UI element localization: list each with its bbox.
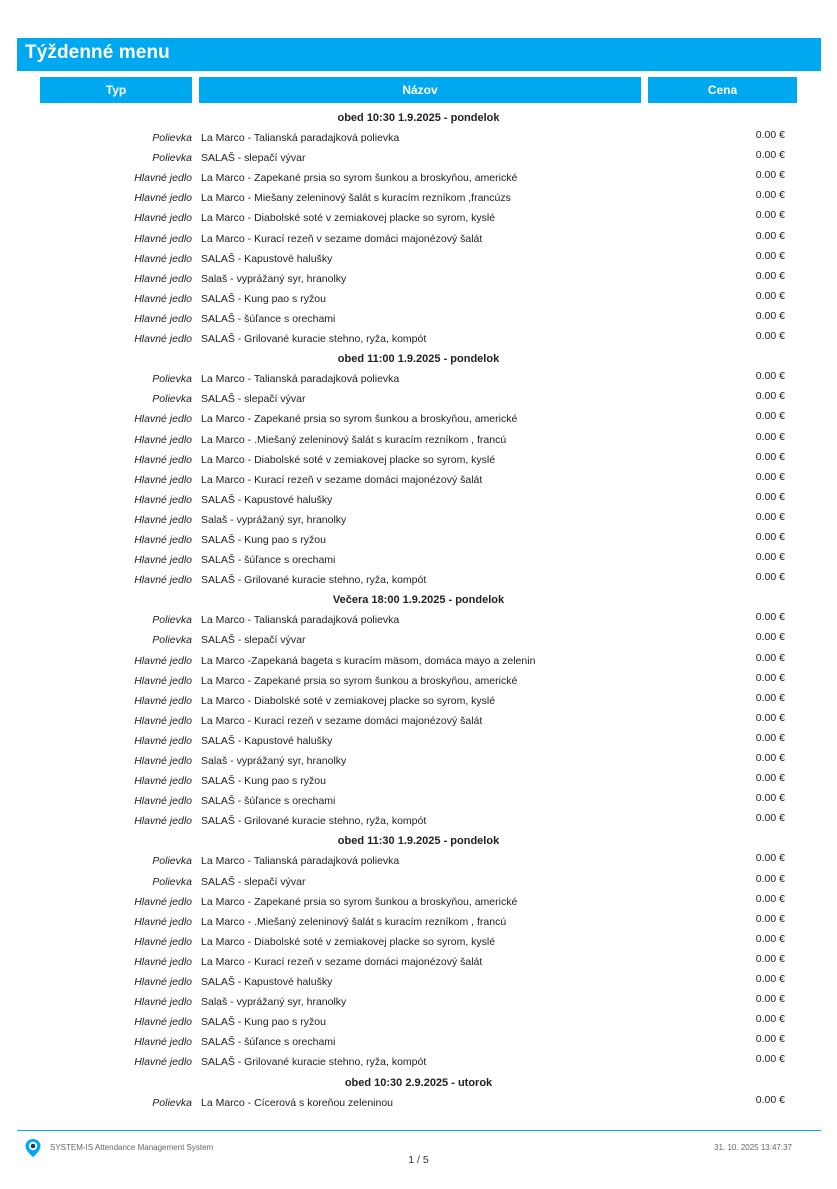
item-name: La Marco - Miešany zeleninový šalát s kuracím rezníkom ,francúzs — [201, 192, 511, 205]
item-name: SALAŠ - šúľance s orechami — [201, 554, 336, 567]
item-price: 0.00 € — [755, 1033, 785, 1046]
footer-system-name: SYSTEM-IS Attendance Management System — [50, 1143, 214, 1152]
table-row — [0, 792, 837, 812]
table-row — [0, 652, 837, 672]
table-row — [0, 752, 837, 772]
group-header-label: obed 11:00 1.9.2025 - pondelok — [337, 353, 500, 366]
title-banner — [17, 38, 821, 71]
table-row — [0, 812, 837, 832]
item-type: Hlavné jedlo — [134, 473, 192, 486]
item-price: 0.00 € — [755, 691, 785, 704]
item-type: Hlavné jedlo — [134, 453, 192, 466]
item-name: La Marco - Kurací rezeň v sezame domáci majonézový šalát — [201, 955, 483, 968]
item-type: Hlavné jedlo — [134, 493, 192, 506]
item-price: 0.00 € — [755, 912, 785, 925]
item-name: SALAŠ - Kapustové halušky — [201, 734, 333, 747]
table-row — [0, 270, 837, 290]
item-price: 0.00 € — [755, 852, 785, 865]
item-type: Hlavné jedlo — [134, 513, 192, 526]
item-name: La Marco -Zapekaná bageta s kuracím mäsom, domáca mayo a zelenin — [201, 654, 536, 667]
item-name: La Marco - Talianská paradajková polievka — [201, 855, 400, 868]
item-type: Polievka — [152, 152, 192, 165]
table-row — [0, 551, 837, 571]
item-price: 0.00 € — [755, 892, 785, 905]
item-price: 0.00 € — [755, 551, 785, 564]
item-type: Hlavné jedlo — [134, 252, 192, 265]
table-row — [0, 491, 837, 511]
table-row — [0, 933, 837, 953]
item-price: 0.00 € — [755, 772, 785, 785]
group-header-row — [0, 832, 837, 852]
table-row — [0, 189, 837, 209]
item-price: 0.00 € — [755, 571, 785, 584]
item-price: 0.00 € — [755, 189, 785, 202]
item-type: Polievka — [152, 634, 192, 647]
item-name: La Marco - Cícerová s koreňou zeleninou — [201, 1096, 394, 1109]
table-row — [0, 712, 837, 732]
item-type: Hlavné jedlo — [134, 172, 192, 185]
item-name: SALAŠ - Grilované kuracie stehno, ryža, kompót — [201, 1056, 427, 1069]
item-name: La Marco - .Miešaný zeleninový šalát s kuracím rezníkom , francú — [201, 433, 507, 446]
item-name: La Marco - Zapekané prsia so syrom šunkou a broskyňou, americké — [201, 413, 518, 426]
item-name: La Marco - Diabolské soté v zemiakovej placke so syrom, kyslé — [201, 453, 496, 466]
table-row — [0, 531, 837, 551]
item-price: 0.00 € — [755, 611, 785, 624]
item-price: 0.00 € — [755, 169, 785, 182]
table-row — [0, 692, 837, 712]
item-name: SALAŠ - Kapustové halušky — [201, 493, 333, 506]
item-type: Hlavné jedlo — [134, 674, 192, 687]
item-name: La Marco - Zapekané prsia so syrom šunkou a broskyňou, americké — [201, 895, 518, 908]
item-type: Hlavné jedlo — [134, 212, 192, 225]
item-name: La Marco - Zapekané prsia so syrom šunkou a broskyňou, americké — [201, 674, 518, 687]
table-row — [0, 772, 837, 792]
table-row — [0, 893, 837, 913]
table-row — [0, 732, 837, 752]
item-name: La Marco - Talianská paradajková polievka — [201, 132, 400, 145]
item-name: La Marco - Talianská paradajková polievka — [201, 614, 400, 627]
table-row — [0, 852, 837, 872]
item-name: SALAŠ - slepačí vývar — [201, 393, 306, 406]
item-type: Hlavné jedlo — [134, 292, 192, 305]
table-row — [0, 1053, 837, 1073]
item-type: Hlavné jedlo — [134, 1056, 192, 1069]
item-type: Polievka — [152, 393, 192, 406]
item-type: Hlavné jedlo — [134, 312, 192, 325]
menu-table-body — [0, 109, 837, 1114]
table-row — [0, 149, 837, 169]
table-row — [0, 209, 837, 229]
item-type: Hlavné jedlo — [134, 694, 192, 707]
item-name: La Marco - Kurací rezeň v sezame domáci majonézový šalát — [201, 232, 483, 245]
table-row — [0, 993, 837, 1013]
table-row — [0, 571, 837, 591]
item-name: Salaš - vyprážaný syr, hranolky — [201, 272, 347, 285]
item-type: Hlavné jedlo — [134, 433, 192, 446]
item-type: Hlavné jedlo — [134, 1016, 192, 1029]
item-type: Hlavné jedlo — [134, 976, 192, 989]
group-header-label: obed 10:30 1.9.2025 - pondelok — [337, 112, 500, 124]
item-type: Hlavné jedlo — [134, 654, 192, 667]
item-name: Salaš - vyprážaný syr, hranolky — [201, 755, 347, 767]
table-row — [0, 169, 837, 189]
item-price: 0.00 € — [755, 993, 785, 1006]
item-name: SALAŠ - Kapustové halušky — [201, 252, 333, 265]
item-price: 0.00 € — [755, 149, 785, 162]
column-header-nazov: Názov — [199, 77, 641, 103]
table-row — [0, 471, 837, 491]
column-header-typ: Typ — [40, 77, 192, 103]
item-price: 0.00 € — [755, 530, 785, 543]
item-name: SALAŠ - šúľance s orechami — [201, 1036, 336, 1049]
table-row — [0, 1013, 837, 1033]
item-type: Hlavné jedlo — [134, 935, 192, 948]
table-row — [0, 129, 837, 149]
item-type: Hlavné jedlo — [134, 996, 192, 1009]
item-price: 0.00 € — [755, 450, 785, 463]
item-name: La Marco - Diabolské soté v zemiakovej placke so syrom, kyslé — [201, 212, 496, 225]
table-row — [0, 511, 837, 531]
group-header-label: obed 10:30 2.9.2025 - utorok — [344, 1076, 493, 1089]
item-name: La Marco - .Miešaný zeleninový šalát s kuracím rezníkom , francú — [201, 915, 507, 928]
item-price: 0.00 € — [755, 731, 785, 744]
item-name: SALAŠ - Kung pao s ryžou — [201, 292, 326, 305]
item-type: Hlavné jedlo — [134, 815, 192, 828]
item-price: 0.00 € — [755, 390, 785, 403]
item-name: SALAŠ - slepačí vývar — [201, 875, 306, 888]
table-row — [0, 390, 837, 410]
item-name: SALAŠ - Kung pao s ryžou — [201, 1016, 326, 1029]
table-row — [0, 250, 837, 270]
item-name: SALAŠ - šúľance s orechami — [201, 795, 336, 808]
item-type: Hlavné jedlo — [134, 232, 192, 245]
footer-timestamp: 31. 10. 2025 13:47:37 — [714, 1143, 792, 1152]
item-price: 0.00 € — [755, 973, 785, 986]
table-row — [0, 672, 837, 692]
item-price: 0.00 € — [755, 129, 785, 142]
item-type: Hlavné jedlo — [134, 755, 192, 767]
item-name: SALAŠ - slepačí vývar — [201, 152, 306, 165]
item-price: 0.00 € — [755, 872, 785, 885]
table-header — [0, 77, 837, 103]
item-name: Salaš - vyprážaný syr, hranolky — [201, 996, 347, 1009]
item-price: 0.00 € — [755, 711, 785, 724]
item-type: Hlavné jedlo — [134, 533, 192, 546]
item-name: Salaš - vyprážaný syr, hranolky — [201, 513, 347, 526]
item-name: La Marco - Diabolské soté v zemiakovej placke so syrom, kyslé — [201, 694, 496, 707]
item-price: 0.00 € — [755, 1053, 785, 1066]
item-price: 0.00 € — [755, 430, 785, 443]
item-type: Polievka — [152, 875, 192, 888]
item-price: 0.00 € — [755, 289, 785, 302]
item-type: Hlavné jedlo — [134, 895, 192, 908]
item-price: 0.00 € — [755, 792, 785, 805]
item-price: 0.00 € — [755, 410, 785, 423]
item-type: Polievka — [152, 1096, 192, 1109]
item-price: 0.00 € — [755, 752, 785, 764]
item-type: Hlavné jedlo — [134, 333, 192, 346]
item-type: Hlavné jedlo — [134, 714, 192, 727]
item-type: Hlavné jedlo — [134, 554, 192, 567]
table-row — [0, 451, 837, 471]
group-header-row — [0, 591, 837, 611]
table-row — [0, 973, 837, 993]
item-type: Polievka — [152, 614, 192, 627]
item-price: 0.00 € — [755, 510, 785, 523]
item-price: 0.00 € — [755, 330, 785, 343]
item-price: 0.00 € — [755, 1013, 785, 1026]
item-type: Hlavné jedlo — [134, 915, 192, 928]
table-row — [0, 290, 837, 310]
item-price: 0.00 € — [755, 932, 785, 945]
item-price: 0.00 € — [755, 1093, 785, 1106]
table-row — [0, 431, 837, 451]
item-price: 0.00 € — [755, 812, 785, 825]
item-type: Hlavné jedlo — [134, 192, 192, 205]
item-type: Hlavné jedlo — [134, 955, 192, 968]
table-row — [0, 631, 837, 651]
item-type: Hlavné jedlo — [134, 413, 192, 426]
group-header-row — [0, 350, 837, 370]
footer-divider — [17, 1130, 821, 1131]
group-header-row — [0, 109, 837, 129]
column-header-cena: Cena — [648, 77, 797, 103]
item-name: SALAŠ - šúľance s orechami — [201, 312, 336, 325]
item-price: 0.00 € — [755, 651, 785, 664]
table-row — [0, 230, 837, 250]
item-price: 0.00 € — [755, 209, 785, 222]
table-row — [0, 873, 837, 893]
table-row — [0, 1094, 837, 1114]
table-row — [0, 913, 837, 933]
page-title: Týždenné menu — [25, 42, 170, 63]
item-type: Polievka — [152, 855, 192, 868]
item-price: 0.00 € — [755, 631, 785, 644]
item-type: Polievka — [152, 132, 192, 145]
item-type: Hlavné jedlo — [134, 734, 192, 747]
table-row — [0, 330, 837, 350]
item-type: Polievka — [152, 373, 192, 386]
item-price: 0.00 € — [755, 470, 785, 483]
table-row — [0, 410, 837, 430]
item-name: SALAŠ - slepačí vývar — [201, 634, 306, 647]
item-name: SALAŠ - Grilované kuracie stehno, ryža, kompót — [201, 574, 427, 587]
item-price: 0.00 € — [755, 249, 785, 262]
group-header-label: obed 11:30 1.9.2025 - pondelok — [337, 835, 500, 848]
item-price: 0.00 € — [755, 309, 785, 322]
item-name: La Marco - Diabolské soté v zemiakovej placke so syrom, kyslé — [201, 935, 496, 948]
item-price: 0.00 € — [755, 671, 785, 684]
item-type: Hlavné jedlo — [134, 775, 192, 788]
item-price: 0.00 € — [755, 370, 785, 383]
page-number: 1 / 5 — [408, 1154, 429, 1166]
table-row — [0, 370, 837, 390]
group-header-row — [0, 1074, 837, 1094]
item-name: SALAŠ - Grilované kuracie stehno, ryža, kompót — [201, 815, 427, 828]
item-name: SALAŠ - Kung pao s ryžou — [201, 533, 326, 546]
item-name: La Marco - Talianská paradajková polievka — [201, 373, 400, 386]
table-row — [0, 611, 837, 631]
item-type: Hlavné jedlo — [134, 1036, 192, 1049]
item-name: La Marco - Kurací rezeň v sezame domáci majonézový šalát — [201, 473, 483, 486]
item-type: Hlavné jedlo — [134, 574, 192, 587]
table-row — [0, 1033, 837, 1053]
item-name: La Marco - Zapekané prsia so syrom šunkou a broskyňou, americké — [201, 172, 518, 185]
table-row — [0, 953, 837, 973]
item-price: 0.00 € — [755, 490, 785, 503]
group-header-label: Večera 18:00 1.9.2025 - pondelok — [332, 594, 505, 607]
table-row — [0, 310, 837, 330]
item-name: SALAŠ - Kapustové halušky — [201, 976, 333, 989]
item-price: 0.00 € — [755, 269, 785, 282]
item-name: SALAŠ - Grilované kuracie stehno, ryža, kompót — [201, 333, 427, 346]
item-price: 0.00 € — [755, 229, 785, 242]
item-price: 0.00 € — [755, 952, 785, 965]
item-name: SALAŠ - Kung pao s ryžou — [201, 775, 326, 788]
item-name: La Marco - Kurací rezeň v sezame domáci majonézový šalát — [201, 714, 483, 727]
item-type: Hlavné jedlo — [134, 272, 192, 285]
item-type: Hlavné jedlo — [134, 795, 192, 808]
